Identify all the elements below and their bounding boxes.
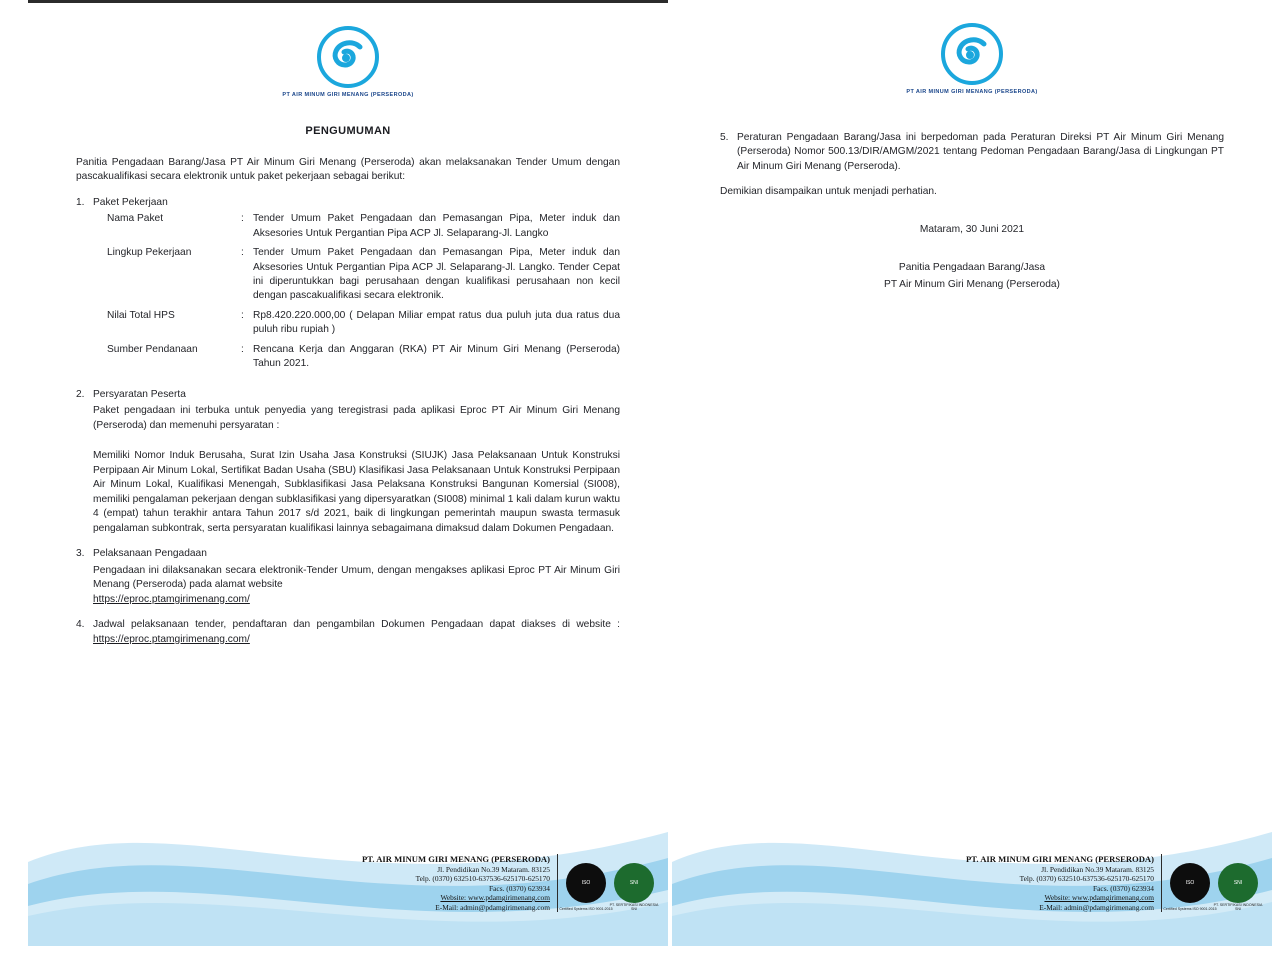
page-title: PENGUMUMAN [305,125,391,137]
list-item-persyaratan-peserta [76,388,620,536]
footer-company: PT. AIR MINUM GIRI MENANG (PERSERODA) [966,853,1154,864]
letterhead-logo-block-2 [672,0,1272,95]
list-item-title: Persyaratan Peserta [93,388,186,400]
certification-seal-1-wrap [1163,863,1217,911]
certification-seal-1-wrap [559,863,613,911]
list-item-title: Pelaksanaan Pengadaan [93,548,207,560]
certification-seal-2-wrap [1213,863,1263,911]
iso-certification-seal-icon: ISO [566,863,606,903]
signature-block [720,222,1224,293]
row-colon: : [241,343,244,355]
row-colon: : [241,247,244,259]
row-key: Nama Paket [107,213,164,225]
page-1-footer [28,766,668,946]
list-number: 2. [76,388,85,400]
row-key: Nilai Total HPS [107,309,175,321]
seal-2-caption: PT. SERTIFIKASI INDONESIA SNI [1213,902,1263,911]
sni-certification-seal-icon: SNI [614,863,654,903]
seal-2-caption: PT. SERTIFIKASI INDONESIA SNI [609,902,659,911]
row-key: Sumber Pendanaan [107,343,198,355]
row-colon: : [241,309,244,321]
table-row [93,309,620,343]
footer-info-block [966,853,1263,912]
row-colon: : [241,213,244,225]
list-item-pelaksanaan-pengadaan [76,547,620,607]
list-number: 1. [76,196,85,208]
seal-1-caption: Certified Systems ISO 9001:2015 [1163,906,1217,911]
footer-fax: Facs. (0370) 623934 [489,883,550,893]
footer-website: Website: www.pdamgirimenang.com [1044,893,1154,903]
table-row [93,212,620,246]
eproc-website-link[interactable]: https://eproc.ptamgirimenang.com/ [93,593,250,605]
list-number: 5. [720,132,729,143]
list-number: 4. [76,619,85,631]
page-1-body [28,124,668,647]
table-row [93,246,620,309]
place-and-date: Mataram, 30 Juni 2021 [919,223,1025,235]
iso-certification-seal-icon: ISO [1170,863,1210,903]
announcement-list [76,196,620,648]
list-number: 3. [76,548,85,560]
pelaksanaan-text: Pengadaan ini dilaksanakan secara elektronik-Tender Umum, dengan mengakses aplikasi Eproc PT Air Minum Giri Menang (Perseroda) pada alamat website [93,564,620,591]
signer-line-1: Panitia Pengadaan Barang/Jasa [898,262,1046,274]
water-swirl-logo-icon [316,25,380,89]
footer-phone: Telp. (0370) 632510-637536-625170-625170 [1019,874,1154,884]
list-item-paket-pekerjaan [76,196,620,377]
footer-street: Jl. Pendidikan No.39 Mataram. 83125 [437,864,550,874]
announcement-list-continued [720,131,1224,174]
peraturan-text: Peraturan Pengadaan Barang/Jasa ini berpedoman pada Peraturan Direksi PT Air Minum Giri Menang (Perseroda) Nomor 500.13/DIR/AMGM/2021 tentang Pedoman Pengadaan Barang/Jasa di Lingkungan PT Air Minum Giri Menang (Perseroda). [737,132,1224,172]
spacer [93,442,620,449]
footer-company: PT. AIR MINUM GIRI MENANG (PERSERODA) [362,853,550,864]
row-value: Rencana Kerja dan Anggaran (RKA) PT Air Minum Giri Menang (Perseroda) Tahun 2021. [253,343,620,370]
sni-certification-seal-icon: SNI [1218,863,1258,903]
footer-phone: Telp. (0370) 632510-637536-625170-625170 [415,874,550,884]
footer-email: E-Mail: admin@pdamgirimenang.com [1039,902,1154,912]
jadwal-text: Jadwal pelaksanaan tender, pendaftaran dan pengambilan Dokumen Pengadaan dapat diakses di website : [93,619,620,631]
table-row [93,343,620,377]
row-value: Rp8.420.220.000,00 ( Delapan Miliar empat ratus dua puluh juta dua ratus dua puluh ribu rupiah ) [253,309,620,336]
document-page-1 [28,0,668,946]
page-2-body [672,95,1272,293]
certification-seal-2-wrap [609,863,659,911]
row-value: Tender Umum Paket Pengadaan dan Pemasangan Pipa, Meter induk dan Aksesories Untuk Pergantian Pipa ACP Jl. Selaparang-Jl. Langko. Tender Cepat ini diperuntukkan bagi perusahaan dengan kualifikasi perusahaan non kecil dengan pascakualifikasi secara elektronik. [253,247,620,302]
row-key: Lingkup Pekerjaan [107,247,192,259]
footer-street: Jl. Pendidikan No.39 Mataram. 83125 [1041,864,1154,874]
document-page-2 [672,0,1272,946]
pelaksanaan-paragraph [93,564,620,607]
persyaratan-paragraph-1: Paket pengadaan ini terbuka untuk penyedia yang teregistrasi pada aplikasi Eproc PT Air Minum Giri Menang (Perseroda) dan memenuhi persyaratan : [93,405,620,431]
row-value: Tender Umum Paket Pengadaan dan Pemasangan Pipa, Meter induk dan Aksesories Untuk Pergantian Pipa ACP Jl. Selaparang-Jl. Langko [253,213,620,239]
logo-caption: PT AIR MINUM GIRI MENANG (PERSERODA) [282,92,414,98]
footer-address [966,854,1162,912]
signer-line-2: PT Air Minum Giri Menang (Perseroda) [884,278,1060,290]
footer-info-block [362,853,659,912]
persyaratan-paragraph-2: Memiliki Nomor Induk Berusaha, Surat Izin Usaha Jasa Konstruksi (SIUJK) Jasa Pelaksanaan Untuk Konstruksi Perpipaan Air Minum Lokal, Sertifikat Badan Usaha (SBU) Klasifikasi Jasa Pelaksanaan Untuk Konstruksi Perpipaan Air Minum Lokal, Kualifikasi Menengah, Subklasifikasi Jasa Pelaksana Konstruksi Bangunan Komersial (SI008), memiliki pengalaman pekerjaan dengan subklasifikasi yang dipersyaratkan (SI008) minimal 1 kali dalam kurun waktu 4 (empat) tahun terakhir antara Tahun 2017 s/d 2021, baik di lingkungan pemerintah maupun swasta termasuk pengalaman subkontrak, serta persyaratan kualifikasi lainnya sebagaimana dimaksud dalam Dokumen Pengadaan. [93,450,620,534]
water-swirl-logo-icon [940,22,1004,86]
footer-email: E-Mail: admin@pdamgirimenang.com [435,902,550,912]
paket-pekerjaan-table [93,212,620,377]
seal-1-caption: Certified Systems ISO 9001:2015 [559,906,613,911]
footer-fax: Facs. (0370) 623934 [1093,883,1154,893]
list-item-title: Paket Pekerjaan [93,196,168,208]
intro-paragraph: Panitia Pengadaan Barang/Jasa PT Air Minum Giri Menang (Perseroda) akan melaksanakan Tender Umum dengan pascakualifikasi secara elektronik untuk paket pekerjaan sebagai berikut: [76,156,620,183]
footer-website: Website: www.pdamgirimenang.com [440,893,550,903]
page-2-footer [672,766,1272,946]
footer-address [362,854,558,912]
closing-note: Demikian disampaikan untuk menjadi perhatian. [720,186,937,198]
list-item-jadwal-pelaksanaan [76,618,620,647]
list-item-peraturan-pengadaan [720,131,1224,174]
eproc-website-link-2[interactable]: https://eproc.ptamgirimenang.com/ [93,633,250,645]
logo-caption: PT AIR MINUM GIRI MENANG (PERSERODA) [906,89,1038,95]
letterhead-logo-block [28,3,668,98]
